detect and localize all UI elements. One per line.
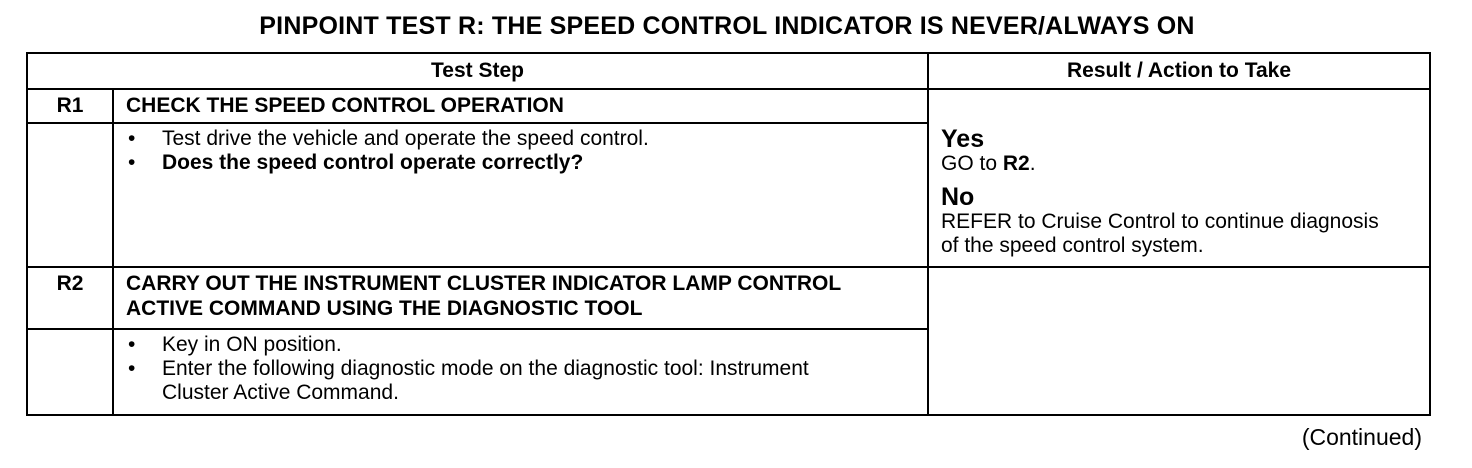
- bullet-icon: •: [128, 151, 136, 174]
- result-yes-action: [941, 152, 1421, 176]
- bullet-icon: •: [128, 333, 136, 356]
- action-text: GO to: [941, 152, 1003, 175]
- result-action-header: Result / Action to Take: [928, 53, 1430, 89]
- result-no-action: REFER to Cruise Control to continue diagnosis of the speed control system.: [941, 210, 1379, 257]
- step-body: [113, 123, 928, 267]
- step-row-r2: [27, 267, 1430, 329]
- result-yes-label: Yes: [941, 125, 985, 153]
- table-header-row: [27, 53, 1430, 89]
- bullet-text: Test drive the vehicle and operate the speed control.: [162, 127, 649, 150]
- step-name: [113, 267, 928, 329]
- test-step-header: Test Step: [27, 53, 928, 89]
- bullet-icon: •: [128, 127, 136, 150]
- continued-label: (Continued): [1301, 424, 1422, 450]
- list-item: [126, 357, 842, 405]
- list-item: [126, 127, 927, 151]
- step-reference-link: R2: [1002, 152, 1030, 175]
- bullet-text: Does the speed control operate correctly?: [162, 151, 584, 174]
- step-row-r1: [27, 89, 1430, 123]
- page-title: PINPOINT TEST R: THE SPEED CONTROL INDICATOR IS NEVER/ALWAYS ON: [259, 12, 1195, 40]
- step-id: R1: [27, 89, 113, 123]
- list-item: [126, 333, 927, 357]
- step-id-spacer: [27, 329, 113, 415]
- result-cell-r1: [928, 89, 1430, 267]
- bullet-text: Enter the following diagnostic mode on the diagnostic tool: Instrument Cluster Active Command.: [162, 357, 809, 404]
- step-name: CHECK THE SPEED CONTROL OPERATION: [113, 89, 928, 123]
- step-name-text: CARRY OUT THE INSTRUMENT CLUSTER INDICATOR LAMP CONTROL ACTIVE COMMAND USING THE DIAGNOSTIC TOOL: [126, 272, 841, 320]
- step-id-spacer: [27, 123, 113, 267]
- result-no-label: No: [941, 183, 975, 211]
- list-item: [126, 151, 927, 175]
- bullet-list: [126, 333, 927, 405]
- step-body: [113, 329, 928, 415]
- bullet-icon: •: [128, 357, 136, 380]
- bullet-list: [126, 127, 927, 175]
- bullet-text: Key in ON position.: [162, 333, 342, 356]
- action-text: .: [1029, 152, 1036, 175]
- step-id: R2: [27, 267, 113, 329]
- pinpoint-test-table: [26, 52, 1431, 416]
- result-cell-r2: [928, 267, 1430, 415]
